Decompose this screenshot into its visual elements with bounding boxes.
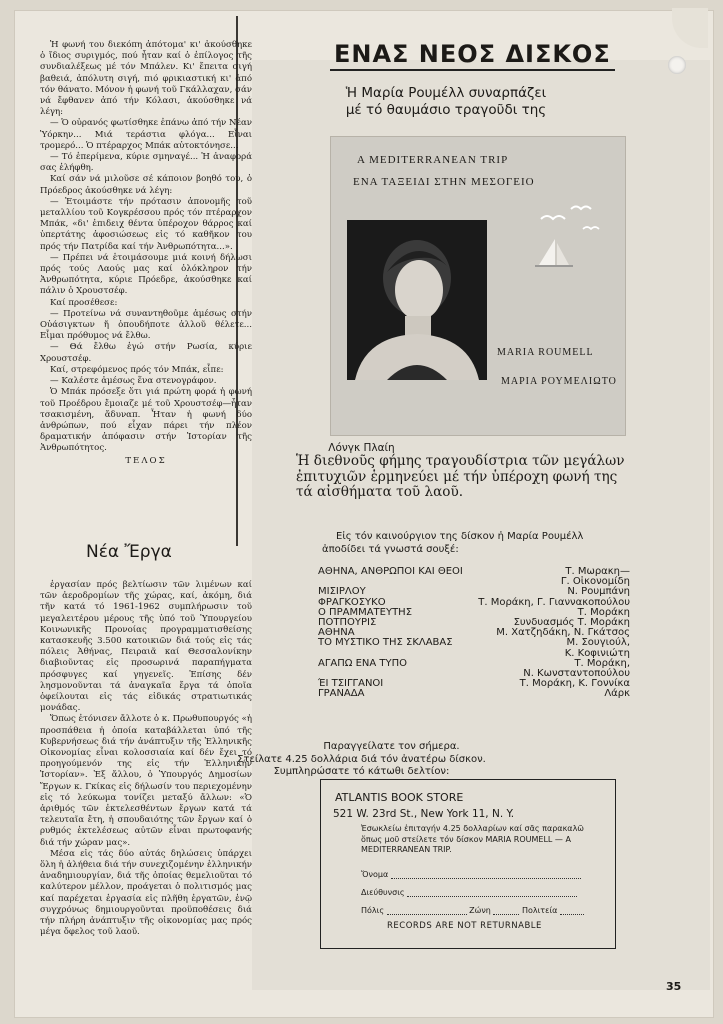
- story-paragraph: Ἡ φωνή του διεκόπη ἀπότομα' κι' ἀκούσθηκε ὁ ἴδιος συριγμός, πού ἦταν καί ὁ ἐπίλογος τῆς συνδιαλέξεως μέ τόν Μπάλεν. Κι' ἔπειτα σιγή βαθειά, ἀπόλυτη σιγή, πιό φρικιαστική κι' ἀπό τόν θάνατο. Μόνον ἡ φωνή τοῦ Γκάλλαχαν, σάν νά ἔφθανεν ἀπό τήν Κόλασι, ἀκούσθηκε νά λέγη:: [40, 40, 252, 118]
- song-credit: Μ. Σουγιούλ,: [566, 637, 630, 649]
- song-title: ΑΘΗΝΑ, ΑΝΘΡΩΠΟΙ ΚΑΙ ΘΕΟΙ: [318, 566, 463, 577]
- coupon-body: Ἐσωκλείω ἐπιταγήν 4.25 δολλαρίων καί σᾶς παρακαλῶ ὅπως μοῦ στείλετε τόν δίσκον MARIA ROUMELL — A MEDITERRANEAN TRIP.: [361, 824, 584, 854]
- song-credit: Τ. Μωρακη—: [565, 566, 630, 577]
- coupon-zone-label: Ζώνη: [469, 906, 491, 915]
- cover-artist-english: MARIA ROUMELL: [497, 347, 594, 358]
- song-credit: Τ. Μοράκη, Γ. Γιαννακοπούλου: [478, 596, 630, 608]
- song-title: ΠΟΤΠΟΥΡΙΣ: [318, 616, 377, 628]
- coupon-city-field[interactable]: [361, 906, 584, 915]
- song-credit: Γ. Οἰκονομίδη: [560, 576, 630, 588]
- story-paragraph: — Προτείνω νά συναντηθοῦμε ἀμέσως στήν Οὐάσιγκτων ἤ ὁπουδήποτε ἀλλοῦ θέλετε... Εἶμαι πρόθυμος νά ἔλθω.: [40, 308, 252, 342]
- song-row: [318, 689, 630, 699]
- article-paragraph: Μέσα εἰς τάς δύο αὐτάς δηλώσεις ὑπάρχει ὅλη ἡ ἀλήθεια διά τήν συνεχιζομένην ἑλληνικήν ἀναδημιουργίαν, διά τῆς ὁποίας θεμελιοῦται τό καλύτερον μέλλον, προάγεται ὁ πολιτισμός μας καί παρέχεται ἐργασία εἰς πλῆθη ἐργατῶν, ἐνῷ συγχρόνως δημιουργοῦνται προϋποθέσεις διά τήν πλήρη ἀνάπτυξιν τῆς οἰκονομίας μας πρός μέγα ὄφελος τοῦ λαοῦ.: [40, 848, 252, 938]
- ad-subtitle-line: Ἡ Μαρία Ρουμέλλ συναρπάζει: [345, 85, 547, 101]
- song-title: ΈΙ ΤΣΙΓΓΑΝΟΙ: [318, 678, 384, 690]
- song-credit: Ν. Κωνσταντοπούλου: [523, 667, 630, 679]
- song-credit: Τ. Μοράκη,: [574, 657, 630, 669]
- cover-artist-greek: ΜΑΡΙΑ ΡΟΥΜΕΛΙΩΤΟ: [501, 376, 617, 387]
- song-credit: Συνδυασμός Τ. Μοράκη: [513, 616, 630, 628]
- coupon-address-label: Διεύθυνσις: [361, 888, 405, 897]
- song-row: [318, 679, 630, 689]
- story-paragraph: — Ἑτοιμάστε τήν πρότασιν ἀπονομῆς τοῦ μεταλλίου τοῦ Κογκρέσσου πρός τόν πτέραρχον Μπάκ, «δι' ἐπιδειχ θέντα ὑπέροχον θάρρος καί ὑπερτάτης ἀφοσιώσεως εἰς τό καθῆκον του πρός τήν Πατρίδα καί τήν Ἀνθρωπότητα...».: [40, 196, 252, 252]
- coupon-name-field[interactable]: [361, 870, 581, 879]
- story-paragraph: — Πρέπει νά ἑτοιμάσουμε μιά κοινή δήλωσι πρός τούς Λαούς μας καί ὁλόκληρον τήν Ἀνθρωπότητα, κύριε Πρόεδρε, ἀκούσθηκε καί πάλιν ὁ Χρουστσέφ.: [40, 252, 252, 297]
- story-paragraph: — Θά ἔλθω ἐγώ στήν Ρωσία, κύριε Χρουστσέφ.: [40, 342, 252, 364]
- seagulls-sailboat-icon: [531, 199, 611, 269]
- coupon-store-name: ATLANTIS BOOK STORE: [335, 791, 464, 804]
- story-paragraph: — Ὁ οὐρανός φωτίσθηκε ἐπάνω ἀπό τήν Νέαν Ὑόρκην... Μιά τεράστια φλόγα... Εἶναι τρομερό... Ὁ πτέραρχος Μπάκ αὐτοκτόνησε...: [40, 118, 252, 151]
- story-paragraph: Καί προσέθεσε:: [50, 297, 118, 308]
- cover-title-greek: ΕΝΑ ΤΑΞΕΙΔΙ ΣΤΗΝ ΜΕΣΟΓΕΙΟ: [353, 176, 535, 188]
- song-title: ΦΡΑΓΚΟΣΥΚΟ: [318, 596, 386, 608]
- singer-portrait: [347, 220, 487, 380]
- punch-hole: [668, 56, 686, 74]
- song-credit: Ν. Ρουμπάνη: [567, 586, 630, 598]
- ad-description: Ἡ διεθνοῦς φήμης τραγουδίστρια τῶν μεγάλων ἐπιτυχιῶν ἑρμηνεύει μέ τήν ὑπέροχη φωνή της τά αἰσθήματα τοῦ λαοῦ.: [296, 453, 625, 500]
- order-instructions: [0, 741, 723, 779]
- song-credit: Λάρκ: [604, 688, 630, 700]
- song-credit: Τ. Μοράκη: [577, 606, 630, 618]
- song-row: [318, 638, 630, 648]
- songs-intro: Εἰς τόν καινούργιον της δίσκον ἡ Μαρία Ρουμέλλ ἀποδίδει τά γνωστά σουξέ:: [322, 531, 584, 555]
- article-paragraph: ἐργασίαν πρός βελτίωσιν τῶν λιμένων καί τῶν ἀεροδρομίων τῆς χώρας, καί, ἀκόμη, διά τῆν κατά τό 1961-1962 συμπλήρωσιν τοῦ μεγαλειτέρου μέρους τῆς ὑπό τοῦ Ὑπουργείου Κοινωνικῆς Προνοίας προγραμματισθείσης κατασκευῆς 3.500 κατοικιῶν διά τούς εἰς τάς πόλεις Ἀθήνας, Πειραιᾶ καί Θεσσαλονίκην διαβιοῦντας εἰς προσωρινά παραπήγματα πρόσφυγες καί γηγενεῖς. Ἐπίσης δέν λησμονοῦνται τά ἀναγκαῖα ἔργα τά ὁποῖα ὀφείλουται εἰς τάς εἰδικάς στρατιωτικάς μονάδας.: [40, 580, 252, 714]
- song-list: [318, 567, 630, 699]
- coupon-state-label: Πολιτεία: [521, 906, 558, 915]
- coupon-city-label: Πόλις: [361, 906, 385, 915]
- song-title: Ο ΠΡΑΜΜΑΤΕΥΤΗΣ: [318, 606, 413, 618]
- song-credit: Κ. Κοφινιώτη: [564, 647, 630, 659]
- story-paragraph: Ὁ Μπάκ πρόσεξε ὅτι γιά πρώτη φορά ἡ φωνή τοῦ Προέδρου ἔμοιαζε μέ τοῦ Χρουστσέφ—ἦταν τσακισμένη, ἄδυναπ. Ἦταν ἡ φωνή δύο ἀνθρώπων, πού εἶχαν πάρει τήν πλέον δραματικήν ἀπόφασιν στήν Ἱστορίαν τῆς Ἀνθρωπότητος.: [40, 387, 252, 454]
- story-paragraph: — Καλέστε ἀμέσως ἕνα στενογράφον.: [50, 376, 217, 387]
- coupon-name-label: Ὄνομα: [361, 870, 389, 879]
- order-line: Στείλατε 4.25 δολλάρια διά τόν ἀνατέρω δίσκον.: [237, 753, 486, 765]
- song-credit: Τ. Μοράκη, Κ. Γοννίκα: [519, 678, 630, 690]
- story-paragraph: Καί σάν νά μιλοῦσε σέ κάποιον βοηθό του, ὁ Πρόεδρος ἀκούσθηκε νά λέγη:: [40, 174, 252, 196]
- album-cover: [330, 136, 626, 436]
- story-paragraph: — Τό ἐπερίμενα, κύριε σμηναγέ... Ἡ ἀναφορά σας ἐλήφθη.: [40, 152, 252, 174]
- order-coupon: [320, 779, 616, 949]
- article-paragraph: Ὅπως ἐτόνισεν ἄλλοτε ὁ κ. Πρωθυπουργός «ἡ προσπάθεια ἡ ὁποία καταβάλλεται ὑπό τῆς Κυβερνήσεως διά τήν ἀνάπτυξιν τῆς Ἑλληνικῆς Οἰκονομίας εἶναι κολοσσιαία καί δέν ἔχει τό προηγούμενόν της εἰς τήν Ἑλληνικήν Ἱστορίαν». Ἐξ ἄλλου, ὁ Ὑπουργός Δημοσίων Ἔργων κ. Γκίκας εἰς δήλωσίν του περιεχομένην εἰς τό λεύκωμα τονίζει μεταξύ ἄλλων: «Ὁ ἀριθμός τῶν ἐκτελεσθέντων ἔργων κατά τά τελευταῖα ἔτη, ἡ σπουδαιότης τῶν ἔργων καί ὁ ρυθμός ἐκτελέσεως αὐτῶν εἶναι πρωτοφανής διά τήν χώραν μας».: [40, 714, 252, 848]
- record-type: Λόνγκ Πλαίη: [328, 442, 395, 454]
- song-title: ΓΡΑΝΑΔΑ: [318, 688, 365, 700]
- ad-title: ΕΝΑΣ ΝΕΟΣ ΔΙΣΚΟΣ: [330, 40, 615, 71]
- story-column: [40, 40, 252, 467]
- song-title: ΑΘΗΝΑ: [318, 627, 355, 639]
- story-end-mark: ΤΕΛΟΣ: [125, 455, 167, 466]
- story-paragraph: Καί, στρεφόμενος πρός τόν Μπάκ, εἶπε:: [50, 364, 224, 375]
- song-title: ΤΟ ΜΥΣΤΙΚΟ ΤΗΣ ΣΚΛΑΒΑΣ: [318, 637, 453, 649]
- coupon-address: 521 W. 23rd St., New York 11, N. Y.: [333, 808, 515, 820]
- order-line: Συμπληρώσατε τό κάτωθι δελτίον:: [273, 766, 450, 777]
- page-number: 35: [666, 980, 682, 993]
- song-title: ΜΙΣΙΡΛΟΥ: [318, 586, 366, 598]
- ad-subtitle-line: μέ τό θαυμάσιο τραγοῦδι της: [345, 102, 547, 118]
- ad-subtitle: [256, 85, 636, 119]
- section-heading: Νέα Ἔργα: [86, 542, 172, 562]
- song-title: ΑΓΑΠΩ ΕΝΑ ΤΥΠΟ: [318, 657, 408, 669]
- record-advertisement: [256, 40, 636, 119]
- order-line: Παραγγείλατε τον σήμερα.: [323, 741, 460, 752]
- coupon-note: RECORDS ARE NOT RETURNABLE: [387, 921, 542, 931]
- coupon-address-field[interactable]: [361, 888, 577, 897]
- song-credit: Μ. Χατζηδάκη, Ν. Γκάτσος: [496, 627, 630, 639]
- cover-title-english: A MEDITERRANEAN TRIP: [357, 154, 509, 166]
